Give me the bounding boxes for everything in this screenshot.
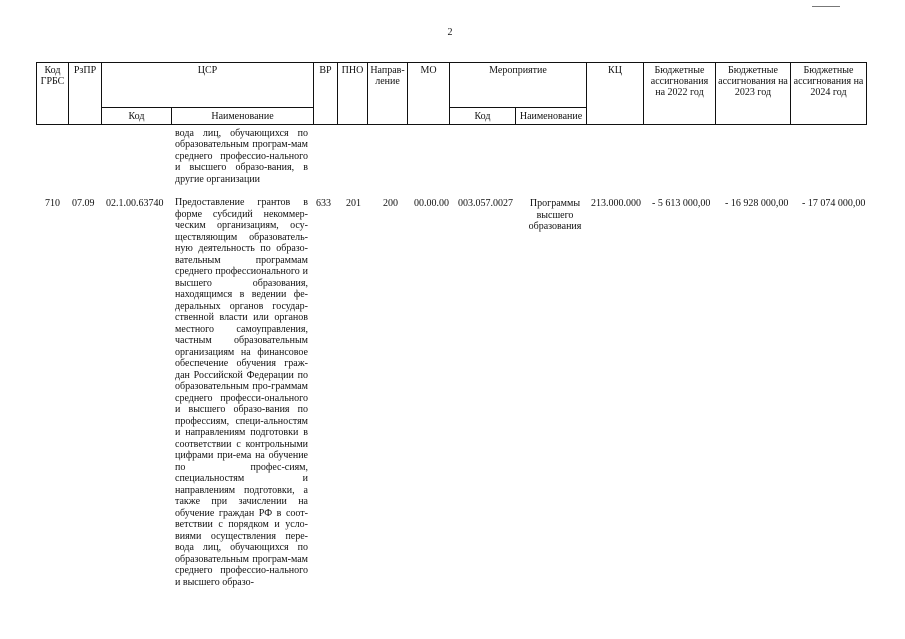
header-event-name: Наименование (516, 108, 587, 125)
row-mo: 00.00.00 (414, 198, 449, 209)
row-csr-name: Предоставление грантов в форме субсидий некоммер-ческим организациям, осу-ществляющим образователь-ную деятельность по образо-вательным программам среднего профессионального и высшего образования, находящимся в ведении фе-деральных органов государ-ственной власти или органов местного самоуправления, частным образовательным организациям на финансовое обеспечение обучения граж-дан Российской Федерации по образовательным про-граммам среднего професси-онального и высшего образо-вания по профессиям, специ-альностям и направлениям подготовки в соответствии с контрольными цифрами при-ема на обучение по профес-сиям, специальностям и направлениям подготовки, а также при зачислении на обучение граждан РФ в соот-ветствии с порядком и усло-виями осуществления пере-вода лиц, обучающихся по образовательным програм-мам среднего профессио-нального и высшего образо- (175, 197, 308, 588)
row-rzpr: 07.09 (72, 198, 95, 209)
row-budget-2024: - 17 074 000,00 (802, 198, 866, 209)
table-header (36, 62, 867, 125)
header-budget-2022: Бюджетные ассигнования на 2022 год (644, 63, 716, 125)
header-grbs: Код ГРБС (37, 63, 69, 125)
header-csr: ЦСР (102, 63, 314, 108)
header-csr-code: Код (102, 108, 172, 125)
row-kc: 213.000.000 (591, 198, 641, 209)
header-event: Мероприятие (450, 63, 587, 108)
header-kc: КЦ (587, 63, 644, 125)
header-rzpr: РзПР (69, 63, 102, 125)
header-budget-2023: Бюджетные ассигнования на 2023 год (716, 63, 791, 125)
row-direction: 200 (383, 198, 398, 209)
row-csr-code: 02.1.00.63740 (106, 198, 164, 209)
header-event-code: Код (450, 108, 516, 125)
row-grbs: 710 (45, 198, 60, 209)
row-budget-2023: - 16 928 000,00 (725, 198, 789, 209)
header-pno: ПНО (338, 63, 368, 125)
header-budget-2024: Бюджетные ассигнования на 2024 год (791, 63, 867, 125)
row-event-name: Программы высшего образования (528, 198, 582, 232)
row-vr: 633 (316, 198, 331, 209)
header-csr-name: Наименование (172, 108, 314, 125)
header-vr: ВР (314, 63, 338, 125)
page-number: 2 (447, 27, 453, 38)
row-pno: 201 (346, 198, 361, 209)
row-budget-2022: - 5 613 000,00 (652, 198, 711, 209)
continuation-text: вода лиц, обучающихся по образовательным програм-мам среднего профессио-нального и высшего образо-вания, в другие организации (175, 128, 308, 185)
header-direction: Направ-ление (368, 63, 408, 125)
header-mo: МО (408, 63, 450, 125)
scan-mark (812, 6, 840, 7)
row-event-code: 003.057.0027 (458, 198, 513, 209)
